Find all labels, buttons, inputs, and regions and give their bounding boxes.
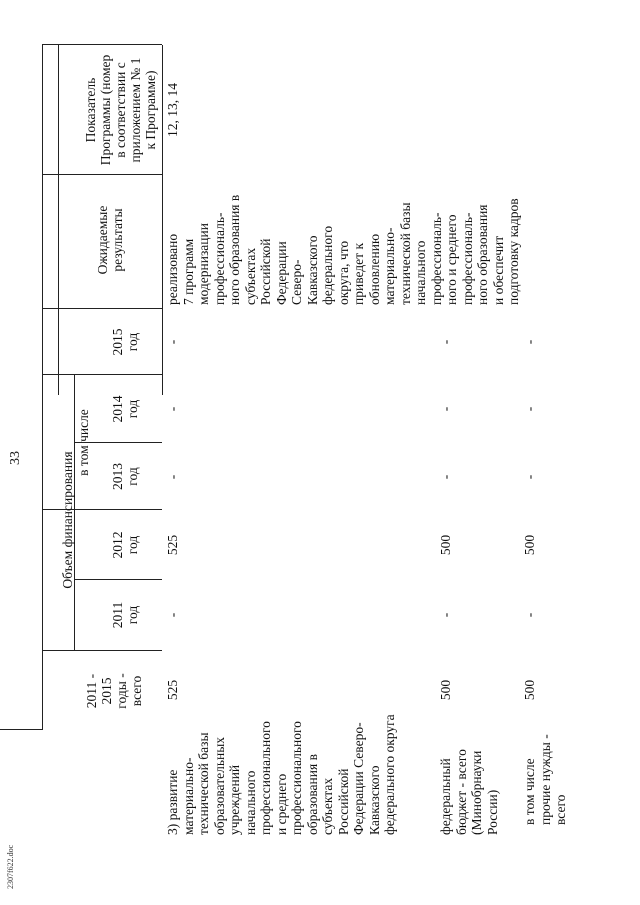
row-2011: -: [522, 612, 537, 618]
row-2014: -: [438, 406, 453, 412]
row-results: реализовано 7 программ модернизации профессиональ- ного образования в субъектах Российской Федерации Северо- Кавказского федерального округа, что приведет к обновлению материально- технической базы начального профессиональ- ного и среднего профессиональ- ного образования и обеспечит подготовку кадров: [165, 194, 521, 305]
row-2013: -: [165, 474, 180, 480]
row-name: 3) развитие материально- технической базы образовательных учреждений начального профессионального и среднего профессионального образования в субъектах Российской Федерации Северо- Кавказского федерального округа: [165, 714, 397, 835]
header-2011: 2011 год: [110, 601, 140, 629]
row-2015: -: [438, 339, 453, 345]
row-2013: -: [438, 474, 453, 480]
row-name: в том числе прочие нужды - всего: [522, 734, 568, 825]
row-2015: -: [522, 339, 537, 345]
row-total: 500: [438, 679, 453, 701]
page-number: 33: [8, 451, 23, 465]
header-in-that-number: в том числе: [76, 409, 91, 476]
header-financing: Объем финансирования: [60, 451, 75, 589]
row-name: федеральный бюджет - всего (Минобрнауки России): [438, 749, 500, 835]
row-2012: 500: [438, 534, 453, 556]
row-2012: 525: [165, 534, 180, 556]
header-2012: 2012 год: [110, 531, 140, 559]
row-indicator: 12, 13, 14: [165, 83, 180, 137]
row-2013: -: [522, 474, 537, 480]
header-indicator: Показатель Программы (номер в соответствии с приложением № 1 к Программе): [83, 54, 158, 166]
row-total: 500: [522, 679, 537, 701]
row-total: 525: [165, 679, 180, 701]
row-2015: -: [165, 339, 180, 345]
row-2011: -: [438, 612, 453, 618]
header-2015: 2015 год: [110, 328, 140, 356]
header-expected-results: Ожидаемые результаты: [95, 205, 125, 275]
header-2013: 2013 год: [110, 463, 140, 490]
row-2014: -: [165, 406, 180, 412]
header-2014: 2014 год: [110, 395, 140, 423]
row-2014: -: [522, 406, 537, 412]
header-total-col: 2011 - 2015 годы - всего: [84, 673, 144, 709]
document-code: 2307f622.doc: [6, 844, 15, 889]
row-2012: 500: [522, 534, 537, 556]
row-2011: -: [165, 612, 180, 618]
